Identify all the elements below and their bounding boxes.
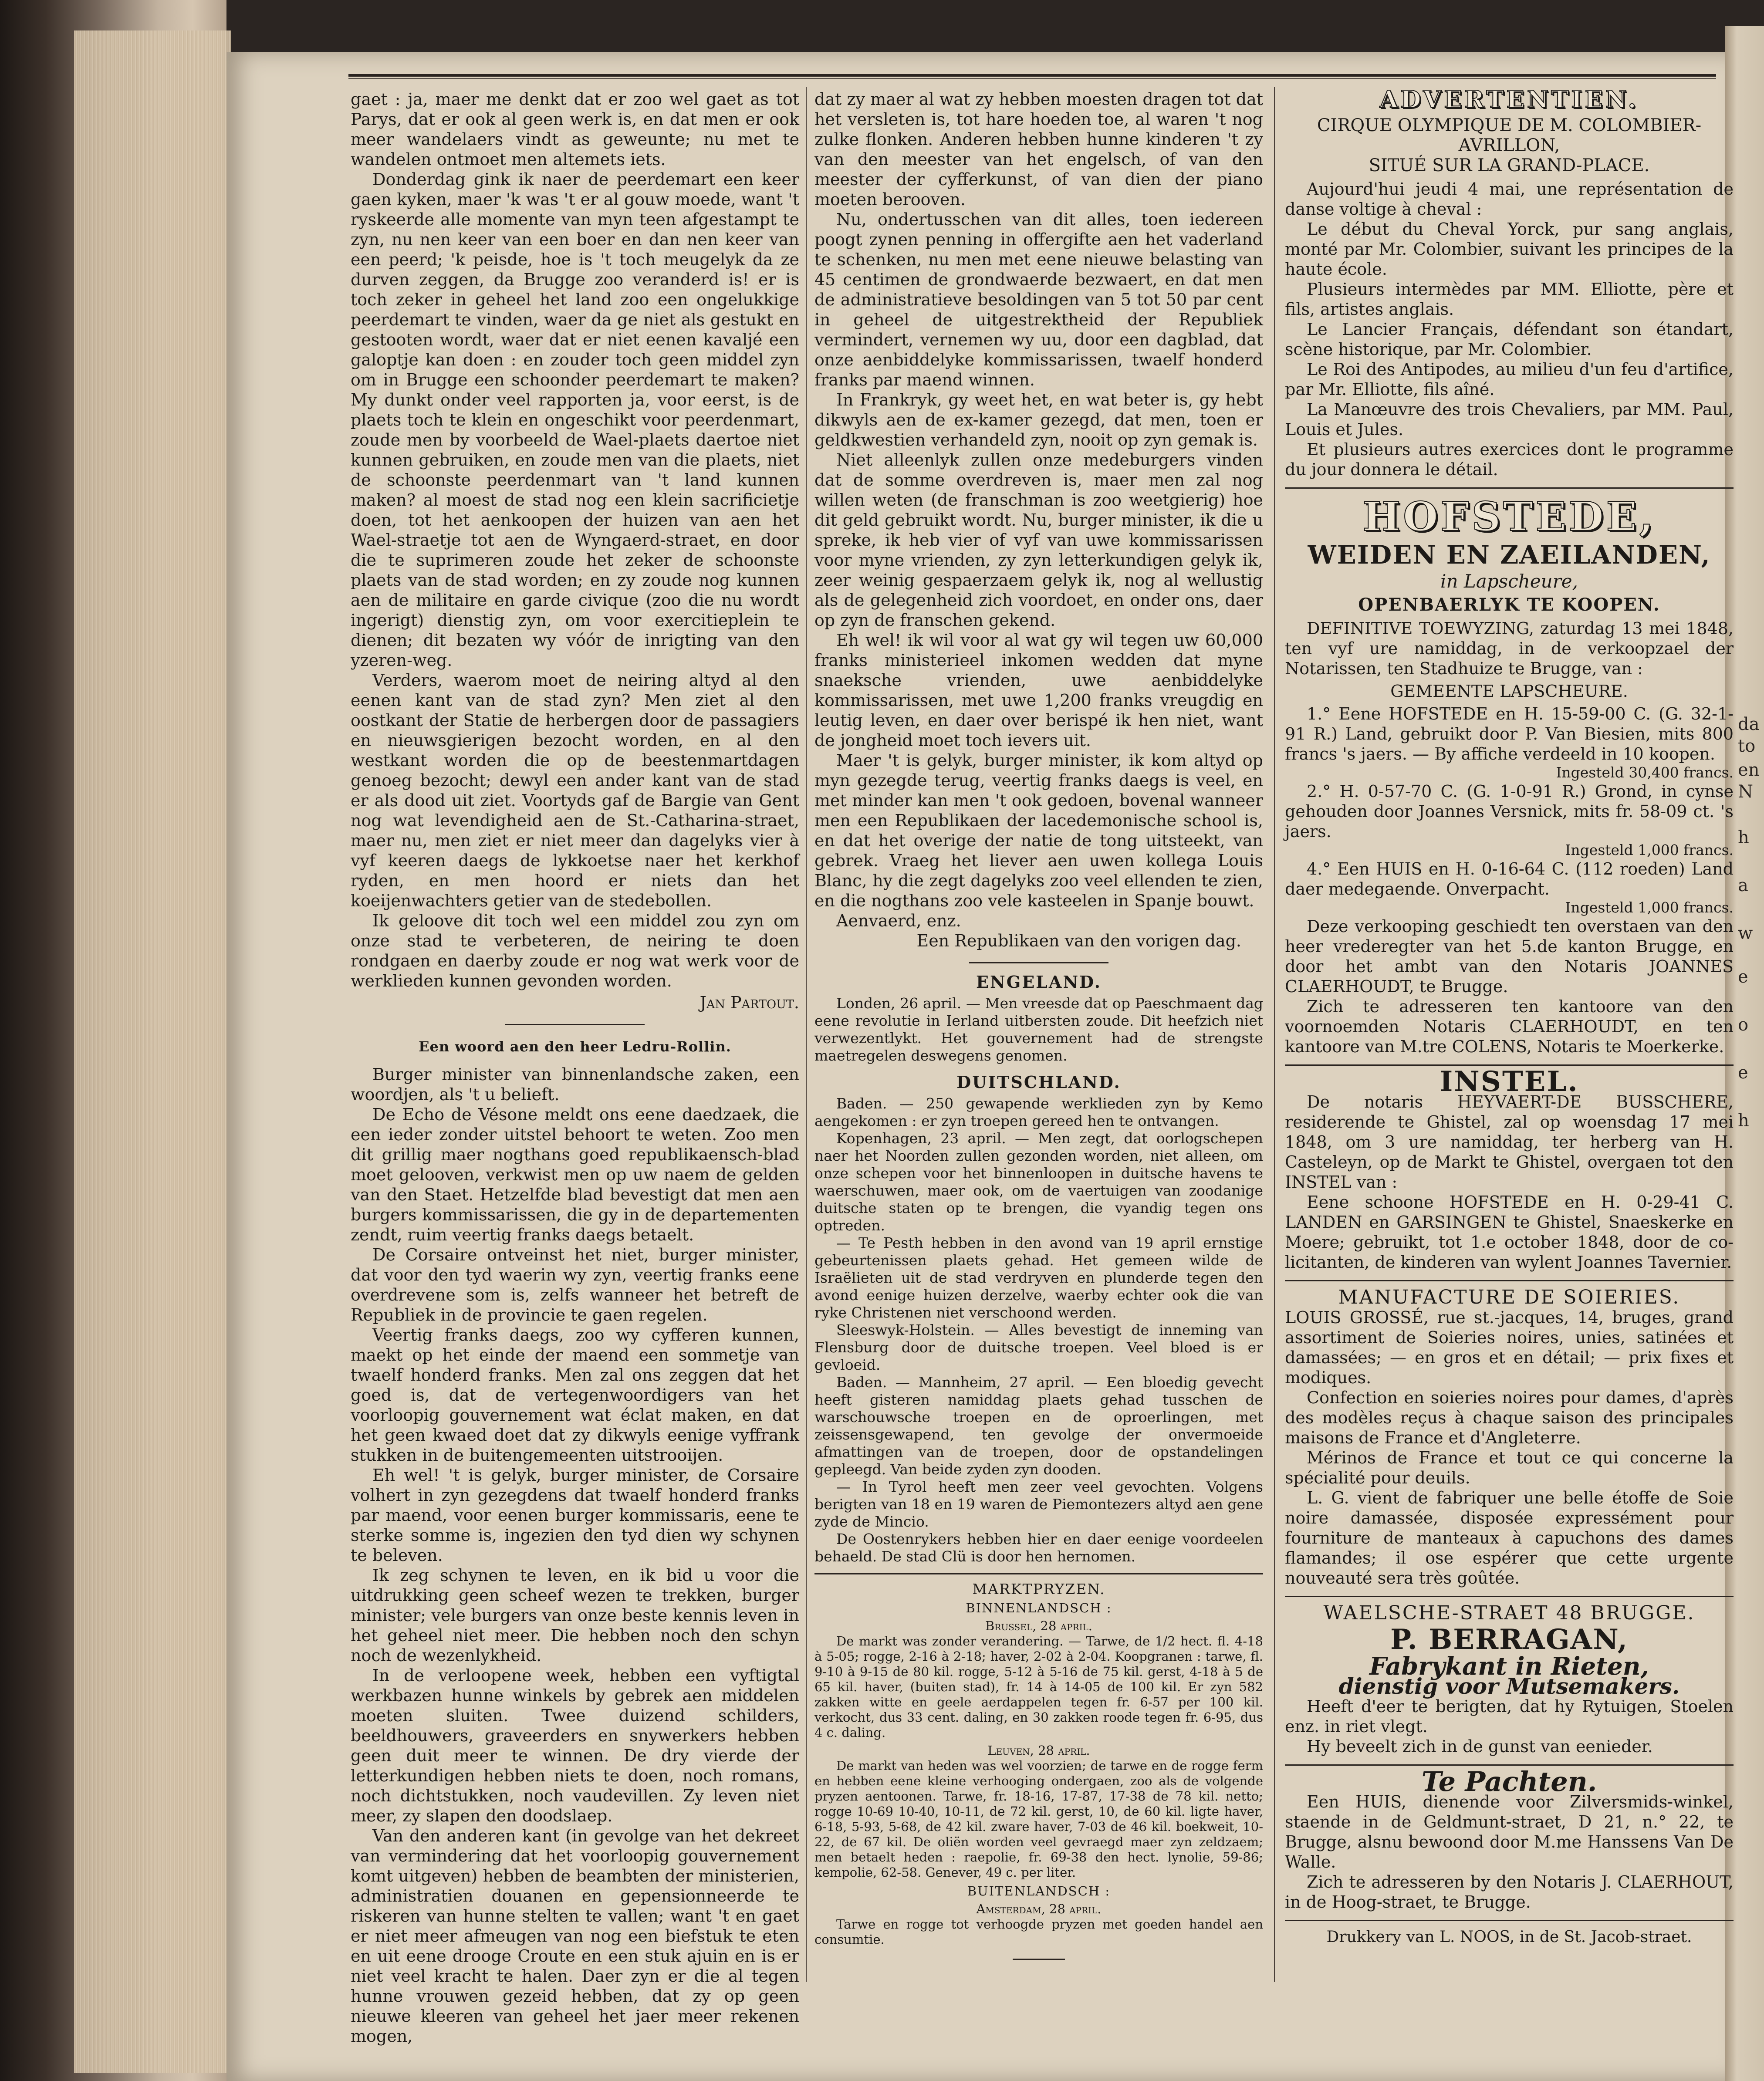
ad-text: Aujourd'hui jeudi 4 mai, une représentation de danse voltige à cheval : [1285,179,1734,219]
news-item: Baden. — Mannheim, 27 april. — Een bloedig gevecht heeft gisteren namiddag plaets gehad tusschen de warschouwsche troepen en de oproerlingen, met zeissensgewapend, ten gevolge der onvermoeide afmattingen van de troepen, door de opstandelingen gepleegd. Van beide zyden zyn dooden. [814,1374,1263,1478]
next-page-fragment: a [1738,875,1748,895]
paragraph: Burger minister van binnenlandsche zaken, een woordjen, als 't u belieft. [351,1065,799,1104]
paragraph: In Frankryk, gy weet het, en wat beter is, gy hebt dikwyls aen de ex-kamer gezegd, dat men, toen er geldkwestien verhandeld zyn, nooit op zyn gemak is. [814,390,1263,449]
ad-text: Deze verkooping geschiedt ten overstaen van den heer vrederegter van het 5.de kanton Brugge, en door het ambt van den Notaris JOANNES CLAERHOUDT, te Brugge. [1285,917,1734,996]
price: Ingesteld 1,000 francs. [1565,841,1734,858]
divider [1285,487,1734,489]
signature: Een Republikaen van den vorigen dag. [916,931,1241,950]
section-title-duitschland: DUITSCHLAND. [956,1072,1121,1092]
ad-text: Confection en soieries noires pour dames, d'après des modèles reçus à chaque saison des principales maisons de France et d'Angleterre. [1285,1388,1734,1447]
printer-footer: Drukkery van L. NOOS, in de St. Jacob-straet. [1326,1928,1692,1946]
cirque-title: CIRQUE OLYMPIQUE DE M. COLOMBIER-AVRILLON, [1317,115,1702,155]
paragraph: Verders, waerom moet de neiring altyd al den eenen kant van de stad zyn? Men ziet al den oostkant der Statie de herbergen door de passagiers en nieuwsgierigen bezocht worden, en al den westkant worden die op de beestenmartdagen genoeg bezocht; dewyl een ander kant van de stad er als dood uit ziet. Voortyds gaf de Bargie van Gent nog wat levendigheid aen de St.-Catharina-straet, maer nu, men ziet er niet meer dan dagelyks vier à vyf keeren daegs de lykkoetse naer het kerkhof ryden, en men hoord er niets dan het koeijenwachters getier van de stedebollen. [351,671,799,910]
berragan-street: WAELSCHE-STRAET 48 BRUGGE. [1323,1602,1695,1624]
next-page-fragment: en [1738,760,1760,780]
market-subtitle-binnenlandsch: BINNENLANDSCH : [966,1601,1112,1615]
paragraph: De Echo de Vésone meldt ons eene daedzaek, die een ieder zonder uitstel behoort te weten. Zoo men dit grillig maer nogthans goed republikaensch-blad moet gelooven, verkwist men op uw naem de gelden van den Staet. Hetzelfde blad bevestigt dat men aen burgers kommissarissen, die gy in de departementen zendt, ruim veertig franks daegs betaelt. [351,1105,799,1244]
divider [1285,1920,1734,1921]
ad-text: Et plusieurs autres exercices dont le programme du jour donnera le détail. [1285,440,1734,479]
paragraph: Van den anderen kant (in gevolge van het dekreet van vermindering dat het voorloopig gouvernement komt uitgeven) hebben de beambten der ministerien, administratien douanen en gepensionneerde te riskeren van hunne stelten te vallen; want 't en gaet er niet meer afmeugen van nog een biefstuk te eten en uit eene drooge Croute en een stuk ajuin en is er niet veel kracht te halen. Daer zyn er die al tegen hunne vrouwen gezeid hebben, dat zy op geen nieuwe kleeren van geheel het jaer meer rekenen mogen, [351,1826,799,2046]
price: Ingesteld 1,000 francs. [1565,899,1734,916]
next-page-fragment: da [1738,714,1760,734]
paragraph: De Corsaire ontveinst het niet, burger minister, dat voor den tyd waerin wy zyn, veertig franks eene overdrevene som is, zelfs wanneer het betreft de Republiek in de provincie te gaen regelen. [351,1245,799,1324]
ad-text: L. G. vient de fabriquer une belle étoffe de Soie noire damassée, disposée expressément pour fourniture de manteaux à capuchons des dames flamandes; il ose espérer que cette urgente nouveauté sera très goûtée. [1285,1488,1734,1588]
market-city-amsterdam: Amsterdam, 28 april. [976,1902,1102,1916]
divider [1285,1596,1734,1597]
paragraph: Ik zeg schynen te leven, en ik bid u voor die uitdrukking geen scheef wezen te trekken, burger minister; vele burgers van onze beste kennis leven in het geheel niet meer. Die hebben noch den schyn noch de wezenlykheid. [351,1566,799,1665]
news-item: Londen, 26 april. — Men vreesde dat op Paeschmaent dag eene revolutie in Ierland uitbersten zoude. Dit heefzich niet verwezentlykt. Het gouvernement had de strengste maetregelen deswegens genomen. [814,995,1263,1064]
next-page-fragment: w [1738,923,1753,943]
paragraph: Eh wel! ik wil voor al wat gy wil tegen uw 60,000 franks ministerieel inkomen wedden dat myne snaeksche vrienden, uwe aenbiddelyke kommissarissen, met uwe 1,200 franks vreugdig en leutig leven, en daer over berispé ik hen niet, want de jongheid moet toch ievers uit. [814,631,1263,750]
paragraph: Maer 't is gelyk, burger minister, ik kom altyd op myn gezegde terug, veertig franks daegs is veel, en met minder kan men 't ook gedoen, bovenal wanneer men een Republikaen der lacedemonische school is, en dat het overige der natie de tong uitsteekt, van gebrek. Vraeg het liever aen uwen kollega Louis Blanc, hy die zegt dagelyks zoo veel ellenden te zien, en die nogthans zoo vele kasteelen in Spanje bouwt. [814,751,1263,910]
ad-text: 4.° Een HUIS en H. 0-16-64 C. (112 roeden) Land daer medegaende. Onverpacht. [1285,859,1734,899]
pachten-title: Te Pachten. [1421,1766,1597,1797]
ad-text: La Manœuvre des trois Chevaliers, par MM. Paul, Louis et Jules. [1285,400,1734,439]
hofstede-location: in Lapscheure, [1440,571,1578,592]
ad-text: LOUIS GROSSÉ, rue st.-jacques, 14, bruges, grand assortiment de Soieries noires, unies, satinées et damassées; — en gros et en détail; — prix fixes et modiques. [1285,1308,1734,1387]
hofstede-subtitle: WEIDEN EN ZAEILANDEN, [1308,540,1711,570]
market-report: Tarwe en rogge tot verhoogde pryzen met goeden handel aen consumtie. [814,1917,1263,1947]
paragraph: Veertig franks daegs, zoo wy cyfferen kunnen, maekt op het einde der maend een sommetje van twaelf honderd franks. Men zal ons zeggen dat het goed is, dat de vertegenwoordigers van het voorloopig gouvernement wat éclat maken, en dat het geen kwaed doet dat zy dikwyls eenige vyffrank stukken in de buitengemeenten uitstrooijen. [351,1325,799,1465]
header-rule [348,74,1716,79]
hofstede-title: HOFSTEDE, [1362,493,1656,540]
market-report: De markt was zonder verandering. — Tarwe, de 1/2 hect. fl. 4-18 à 5-05; rogge, 2-16 à 2-18; haver, 2-02 à 2-04. Koopgranen : tarwe, fl. 9-10 à 9-15 de 80 kil. rogge, 5-12 à 5-16 de 75 kil. gerst, 4-18 à 5 de 65 kil. haver, (buiten stad), fr. 14 à 14-05 de 100 kil. Er zyn 582 zakken witte en geele aerdappelen tegen fr. 6-57 per 100 kil. verkocht, dus 33 cent. daling, en 30 zakken roode tegen fr. 6-95, dus 4 c. daling. [814,1634,1263,1740]
ad-text: De notaris HEYVAERT-DE BUSSCHERE, residerende te Ghistel, zal op woensdag 17 mei 1848, om 3 ure namiddag, ter herberg van H. Casteleyn, op de Markt te Ghistel, overgaen tot den INSTEL van : [1285,1092,1734,1192]
berragan-name: P. BERRAGAN, [1390,1623,1628,1656]
ad-text: Een HUIS, dienende voor Zilversmids-winkel, staende in de Geldmunt-straet, D 21, n.° 22, te Brugge, alsnu bewoond door M.me Hanssens Van De Walle. [1285,1792,1734,1872]
next-page-fragment: N [1738,782,1753,802]
ad-text: Zich te adresseren by den Notaris J. CLAERHOUT, in de Hoog-straet, te Brugge. [1285,1872,1734,1912]
paragraph: In de verloopene week, hebben een vyftigtal werkbazen hunne winkels by gebrek aen middelen moeten sluiten. Twee duizend schilders, beeldhouwers, graveerders en snywerkers hebben geen duit meer te winnen. De dry vierde der letterkundigen hebben niets te doen, noch romans, noch dichtstukken, noch vaudevillen. Zy leven niet meer, zy slapen den doodslaep. [351,1666,799,1825]
market-city-brussel: Brussel, 28 april. [985,1618,1093,1633]
column-1 [351,89,799,2046]
market-report: De markt van heden was wel voorzien; de tarwe en de rogge ferm en hebben eene kleine verhooging ondergaen, zoo als de volgende pryzen aentoonen. Tarwe, fr. 18-16, 17-87, 17-38 de 78 kil. netto; rogge 10-69 10-40, 10-11, de 72 kil. gerst, 10, de 60 kil. ligte haver, 6-18, 5-93, 5-68, de 42 kil. zware haver, 7-03 de 46 kil. boekweit, 10-22, de 67 kil. De oliën worden veel gevraegd maer zyn zeldzaem; men betaelt heden : raepolie, fr. 69-38 den hect. lynolie, 59-86; kempolie, 62-58. Genever, 49 c. per liter. [814,1758,1263,1880]
paragraph: Ik geloove dit toch wel een middel zou zyn om onze stad te verbeteren, de neiring te doen rondgaen en daerby zoude er nog wat werk voor de werklieden kunnen gevonden worden. [351,911,799,990]
market-title: MARKTPRYZEN. [972,1581,1105,1598]
news-item: — In Tyrol heeft men zeer veel gevochten. Volgens berigten van 18 en 19 waren de Piemontezers altyd aen gene zyde de Mincio. [814,1478,1263,1530]
market-subtitle-buitenlandsch: BUITENLANDSCH : [967,1884,1111,1899]
ad-text: 1.° Eene HOFSTEDE en H. 15-59-00 C. (G. 32-1-91 R.) Land, gebruikt door P. Van Biesien, mits 800 francs 's jaers. — By affiche verdeeld in 10 koopen. [1285,704,1734,763]
ad-text: Zich te adresseren ten kantoore van den voornoemden Notaris CLAERHOUDT, en ten kantoore van M.tre COLENS, Notaris te Moerkerke. [1285,997,1734,1056]
ad-text: Eene schoone HOFSTEDE en H. 0-29-41 C. LANDEN en GARSINGEN te Ghistel, Snaeskerke en Moere; gebruikt, tot 1.e october 1848, door de co-licitanten, de kinderen van wylent Joannes Tavernier. [1285,1193,1734,1272]
divider [814,1573,1263,1574]
cirque-subtitle: SITUÉ SUR LA GRAND-PLACE. [1369,155,1650,176]
berragan-service: dienstig voor Mutsemakers. [1338,1673,1680,1699]
column-3-advertisements [1285,85,1734,1947]
next-page-fragment: e [1738,967,1748,987]
paragraph: Donderdag gink ik naer de peerdemart een keer gaen kyken, maer 'k was 't er al gouw moede, want 't ryskeerde alle momente van myn teen afgestampt te zyn, nu nen keer van een boer en dan nen keer van een peerd; 'k peisde, hoe is 't toch meugelyk da ze durven zeggen, da Brugge zoo veranderd is! er is toch zeker in geheel het land zoo een ongelukkige peerdemart te vinden, waer da ge niet als gestukt en gestooten wordt, waer dat er niet eenen kavaljé een galoptje kan doen : en zouder toch geen middel zyn om in Brugge een schoonder peerdemart te maken? My dunkt onder veel rapporten ja, voor eerst, is de plaets toch te klein en ongeschikt voor peerdenmart, zoude men by voorbeeld de Wael-plaets daertoe niet kunnen gebruiken, en zoude men van die plaets, niet de schoonste peerdenmart van 't land kunnen maken? al moest de stad nog een klein sacrificietje doen, tot het aenkoopen der huizen van aen het Wael-straetje tot aen de Wyngaerd-straet, en door die te suprimeren zoude het zeker de schoonste plaets van de stad worden; en zy zoude nog kunnen aen de militaire en garde civique (zoo die nu wordt ingerigt) dienstig zyn, om voor exercitieplein te dienen; dit bezaten wy vóór de inrigting van den yzeren-weg. [351,170,799,670]
price: Ingesteld 30,400 francs. [1556,764,1734,781]
page-edges [74,30,231,2073]
paragraph: gaet : ja, maer me denkt dat er zoo wel gaet as tot Parys, dat er ook al geen werk is, en dat men er ook meer wandelaers vindt as geweunte; nu met te wandelen ontmoet men altemets iets. [351,90,799,169]
divider [1285,1280,1734,1281]
ad-text: Hy beveelt zich in de gunst van eenieder. [1307,1737,1653,1756]
news-item: Baden. — 250 gewapende werklieden zyn by Kemo aengekomen : er zyn troepen gereed hen te ontvangen. [814,1095,1263,1129]
berragan-trade: Fabrykant in Rieten, [1369,1652,1649,1681]
section-title-engeland: ENGELAND. [976,972,1102,992]
market-city-leuven: Leuven, 28 april. [987,1743,1090,1758]
divider [969,962,1108,963]
hofstede-gemeente: GEMEENTE LAPSCHEURE. [1390,682,1628,701]
next-page-fragment: o [1738,1015,1749,1035]
next-page-fragment: h [1738,828,1749,848]
article-heading: Een woord aen den heer Ledru-Rollin. [419,1038,731,1055]
news-item: Kopenhagen, 23 april. — Men zegt, dat oorlogschepen naer het Noorden zullen gezonden worden, niet alleen, om onze schepen voor het binnenloopen in duitsche havens te waerschuwen, maer ook, om de vaertuigen van zoodanige duitsche staten op te brengen, die vyandig tegen ons optreden. [814,1130,1263,1234]
divider [1013,1959,1065,1960]
closing: Aenvaerd, enz. [836,911,961,930]
ad-text: Mérinos de France et tout ce qui concerne la spécialité pour deuils. [1285,1448,1734,1487]
column-divider [1274,87,1275,1982]
paragraph: Nu, ondertusschen van dit alles, toen iedereen poogt zynen penning in offergifte aen het vaderland te schenken, nu men met eene nieuwe belasting van 45 centimen de grondwaerde bezwaert, en dat men de administratieve besoldingen van 5 tot 50 par cent in geheel de uitgestrektheid der Republiek vermindert, vernemen wy uu, door een dagblad, dat onze aenbiddelyke kommissarissen, twaelf honderd franks par maend winnen. [814,210,1263,389]
next-page-fragment: to [1738,736,1756,756]
column-divider [806,87,807,1982]
ad-text: Le Roi des Antipodes, au milieu d'un feu d'artifice, par Mr. Elliotte, fils aîné. [1285,360,1734,399]
ad-text: DEFINITIVE TOEWYZING, zaturdag 13 mei 1848, ten vyf ure namiddag, in de verkoopzael der Notarissen, ten Stadhuize te Brugge, van : [1285,619,1734,678]
ad-text: Plusieurs intermèdes par MM. Elliotte, père et fils, artistes anglais. [1285,280,1734,319]
news-item: De Oostenrykers hebben hier en daer eenige voordeelen behaeld. De stad Clü is door hen hernomen. [814,1530,1263,1565]
ad-text: 2.° H. 0-57-70 C. (G. 1-0-91 R.) Grond, in cynse gehouden door Joannes Versnick, mits fr. 58-09 ct. 's jaers. [1285,782,1734,841]
news-item: Sleeswyk-Holstein. — Alles bevestigt de inneming van Flensburg door de duitsche troepen. Veel bloed is er gevloeid. [814,1321,1263,1373]
column-2 [814,89,1263,1969]
ad-text: Le début du Cheval Yorck, pur sang anglais, monté par Mr. Colombier, suivant les principes de la haute école. [1285,220,1734,279]
ad-text: Le Lancier Français, défendant son étandart, scène historique, par Mr. Colombier. [1285,320,1734,359]
advertisements-title: ADVERTENTIEN. [1379,85,1639,113]
soieries-title: MANUFACTURE DE SOIERIES. [1338,1286,1680,1308]
divider [505,1024,645,1025]
paragraph: Eh wel! 't is gelyk, burger minister, de Corsaire volhert in zyn gezegdens dat twaelf honderd franks par maend, voor eenen burger kommissaris, eene te sterke somme is, ingezien den tyd dien wy schynen te beleven. [351,1466,799,1565]
paragraph: Niet alleenlyk zullen onze medeburgers vinden dat de somme overdreven is, maer men zal nog willen weten (de franschman is zoo weetgierig) hoe dit geld gebruikt wordt. Nu, burger minister, ik die u spreke, ik heb vier of vyf van uwe kommissarissen voor myne vrienden, zy zyn letterkundigen gelyk ik, zeer weinig gespaerzaem gelyk ik, nog al wellustig als de gelegenheid zich voordoet, en onder ons, daer op zyn de franschen gekend. [814,450,1263,630]
ad-text: Heeft d'eer te berigten, dat hy Rytuigen, Stoelen enz. in riet vlegt. [1285,1697,1734,1736]
next-page-fragment: h [1738,1111,1749,1131]
next-page-fragment: e [1738,1063,1748,1083]
news-item: — Te Pesth hebben in den avond van 19 april ernstige gebeurtenissen plaets gehad. Het gemeen wilde de Israëlieten uit de stad verdryven en plunderde tegen den avond eenige huizen derzelve, waerby echter ook die van ryke Christenen niet verschoond werden. [814,1234,1263,1321]
paragraph: dat zy maer al wat zy hebben moesten dragen tot dat het versleten is, tot hare hoeden toe, al waren 't nog zulke flonken. Anderen hebben hunne kinderen 't zy van den meester van het engelsch, of van den meester der cyfferkunst, of van dien der piano moeten berooven. [814,90,1263,209]
instel-title: INSTEL. [1440,1065,1579,1098]
signature: Jan Partout. [700,993,799,1012]
hofstede-sale: OPENBAERLYK TE KOOPEN. [1358,595,1660,615]
